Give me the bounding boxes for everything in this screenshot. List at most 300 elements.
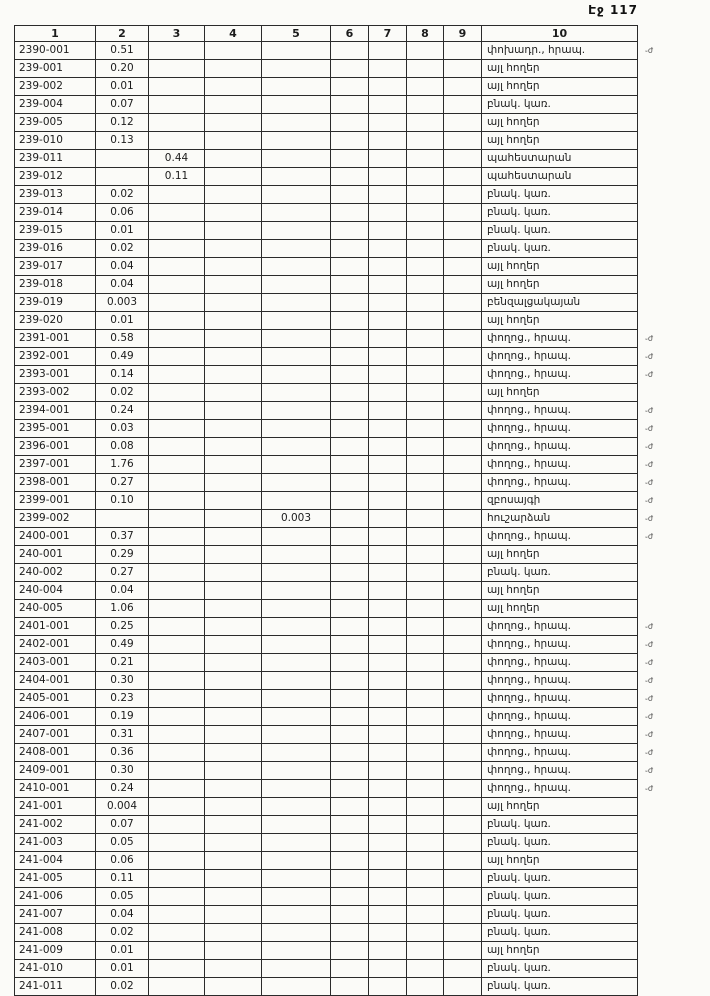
cell-col6-value	[331, 438, 369, 456]
cell-col9-value	[444, 618, 482, 636]
cell-col9-value	[444, 114, 482, 132]
cell-land-use: փողոց., հրապ.	[482, 330, 638, 348]
table-row	[15, 600, 666, 618]
cell-parcel-code: 2409-001	[15, 762, 96, 780]
cell-col5-value	[262, 924, 331, 942]
table-row	[15, 384, 666, 402]
table-row	[15, 654, 666, 672]
margin-mark	[638, 96, 666, 114]
cell-col5-value	[262, 978, 331, 996]
cell-col5-value	[262, 150, 331, 168]
cell-parcel-code: 240-002	[15, 564, 96, 582]
cell-col9-value	[444, 456, 482, 474]
cell-col5-value	[262, 240, 331, 258]
cell-col2-value: 0.02	[96, 384, 149, 402]
cell-col5-value	[262, 582, 331, 600]
cell-parcel-code: 241-007	[15, 906, 96, 924]
cell-col5-value	[262, 834, 331, 852]
cell-parcel-code: 2394-001	[15, 402, 96, 420]
cell-col8-value	[407, 366, 444, 384]
cell-col9-value	[444, 708, 482, 726]
cell-col5-value	[262, 294, 331, 312]
cell-col2-value: 0.01	[96, 78, 149, 96]
cell-col2-value: 0.08	[96, 438, 149, 456]
cell-parcel-code: 2408-001	[15, 744, 96, 762]
margin-mark	[638, 582, 666, 600]
header-row	[15, 26, 666, 42]
cell-col9-value	[444, 978, 482, 996]
table-row	[15, 852, 666, 870]
cell-col3-value	[149, 528, 205, 546]
cell-col7-value	[369, 78, 407, 96]
cell-col5-value	[262, 438, 331, 456]
cell-parcel-code: 2393-002	[15, 384, 96, 402]
cell-col6-value	[331, 294, 369, 312]
column-header-9: 9	[444, 26, 482, 42]
cell-parcel-code: 2406-001	[15, 708, 96, 726]
cell-col7-value	[369, 852, 407, 870]
cell-col5-value	[262, 870, 331, 888]
table-row	[15, 456, 666, 474]
cell-col2-value: 0.07	[96, 96, 149, 114]
margin-mark	[638, 942, 666, 960]
cell-parcel-code: 239-019	[15, 294, 96, 312]
cell-col4-value	[205, 780, 262, 798]
cell-col8-value	[407, 636, 444, 654]
cell-col6-value	[331, 456, 369, 474]
cell-land-use: փողոց., հրապ.	[482, 780, 638, 798]
cell-col2-value: 0.10	[96, 492, 149, 510]
cell-col3-value	[149, 852, 205, 870]
cell-col3-value	[149, 366, 205, 384]
cell-col9-value	[444, 240, 482, 258]
cell-col8-value	[407, 168, 444, 186]
cell-parcel-code: 239-010	[15, 132, 96, 150]
cell-col2-value: 0.36	[96, 744, 149, 762]
cell-col3-value	[149, 654, 205, 672]
cell-parcel-code: 2401-001	[15, 618, 96, 636]
cell-col9-value	[444, 42, 482, 60]
cell-col5-value	[262, 60, 331, 78]
margin-spacer	[638, 26, 666, 42]
cell-land-use: այլ հողեր	[482, 276, 638, 294]
cell-parcel-code: 239-002	[15, 78, 96, 96]
cell-col5-value	[262, 276, 331, 294]
cell-col7-value	[369, 762, 407, 780]
table-row	[15, 114, 666, 132]
cell-col4-value	[205, 42, 262, 60]
column-header-8: 8	[407, 26, 444, 42]
cell-col5-value	[262, 492, 331, 510]
cell-col8-value	[407, 492, 444, 510]
margin-mark	[638, 888, 666, 906]
cell-col9-value	[444, 600, 482, 618]
cell-col9-value	[444, 924, 482, 942]
margin-mark: ֊ժ	[645, 640, 654, 649]
margin-mark	[638, 78, 666, 96]
cell-col3-value	[149, 420, 205, 438]
cell-col7-value	[369, 348, 407, 366]
cell-parcel-code: 2403-001	[15, 654, 96, 672]
cell-col5-value	[262, 690, 331, 708]
margin-mark: ֊ժ	[645, 712, 654, 721]
land-parcel-table	[14, 25, 666, 996]
cell-col7-value	[369, 60, 407, 78]
cell-col7-value	[369, 204, 407, 222]
cell-col6-value	[331, 798, 369, 816]
cell-land-use: փողոց., հրապ.	[482, 348, 638, 366]
cell-land-use: փողոց., հրապ.	[482, 726, 638, 744]
cell-parcel-code: 2404-001	[15, 672, 96, 690]
cell-col3-value	[149, 618, 205, 636]
cell-col3-value	[149, 114, 205, 132]
cell-col9-value	[444, 834, 482, 852]
margin-mark: ֊ժ	[645, 370, 654, 379]
cell-col5-value	[262, 78, 331, 96]
cell-col7-value	[369, 510, 407, 528]
cell-col9-value	[444, 474, 482, 492]
cell-col7-value	[369, 150, 407, 168]
cell-col4-value	[205, 96, 262, 114]
cell-col9-value	[444, 888, 482, 906]
cell-col9-value	[444, 258, 482, 276]
table-row	[15, 96, 666, 114]
cell-col5-value: 0.003	[262, 510, 331, 528]
cell-land-use: բնակ. կառ.	[482, 978, 638, 996]
cell-land-use: այլ հողեր	[482, 546, 638, 564]
margin-mark	[638, 168, 666, 186]
table-row	[15, 582, 666, 600]
cell-col6-value	[331, 96, 369, 114]
cell-col4-value	[205, 150, 262, 168]
table-row	[15, 42, 666, 60]
cell-parcel-code: 2396-001	[15, 438, 96, 456]
cell-col9-value	[444, 582, 482, 600]
cell-col9-value	[444, 852, 482, 870]
cell-col3-value	[149, 960, 205, 978]
cell-col8-value	[407, 186, 444, 204]
cell-col6-value	[331, 258, 369, 276]
cell-col9-value	[444, 672, 482, 690]
cell-col2-value: 0.01	[96, 222, 149, 240]
cell-col6-value	[331, 780, 369, 798]
cell-col3-value	[149, 762, 205, 780]
cell-col7-value	[369, 726, 407, 744]
cell-col5-value	[262, 258, 331, 276]
cell-land-use: փողոց., հրապ.	[482, 474, 638, 492]
cell-col2-value: 0.01	[96, 960, 149, 978]
cell-parcel-code: 241-001	[15, 798, 96, 816]
table-row	[15, 348, 666, 366]
column-header-6: 6	[331, 26, 369, 42]
table-row	[15, 528, 666, 546]
cell-col2-value: 0.02	[96, 240, 149, 258]
cell-col8-value	[407, 906, 444, 924]
cell-land-use: փողոց., հրապ.	[482, 636, 638, 654]
table-row	[15, 546, 666, 564]
margin-mark: ֊ժ	[645, 748, 654, 757]
cell-col6-value	[331, 222, 369, 240]
cell-col6-value	[331, 708, 369, 726]
cell-col8-value	[407, 42, 444, 60]
cell-col4-value	[205, 528, 262, 546]
margin-mark: ֊ժ	[645, 496, 654, 505]
cell-land-use: փողոց., հրապ.	[482, 672, 638, 690]
cell-col7-value	[369, 618, 407, 636]
cell-col6-value	[331, 78, 369, 96]
cell-col2-value: 0.24	[96, 780, 149, 798]
cell-col2-value: 0.02	[96, 186, 149, 204]
cell-col4-value	[205, 924, 262, 942]
table-row	[15, 798, 666, 816]
cell-col4-value	[205, 474, 262, 492]
margin-mark	[638, 114, 666, 132]
table-row	[15, 312, 666, 330]
cell-col8-value	[407, 924, 444, 942]
cell-col4-value	[205, 348, 262, 366]
cell-parcel-code: 241-005	[15, 870, 96, 888]
cell-col4-value	[205, 240, 262, 258]
cell-col3-value	[149, 312, 205, 330]
cell-col7-value	[369, 456, 407, 474]
cell-col5-value	[262, 186, 331, 204]
cell-col4-value	[205, 726, 262, 744]
cell-col4-value	[205, 114, 262, 132]
cell-col8-value	[407, 546, 444, 564]
cell-col8-value	[407, 690, 444, 708]
cell-col8-value	[407, 798, 444, 816]
cell-col7-value	[369, 708, 407, 726]
cell-land-use: այլ հողեր	[482, 258, 638, 276]
cell-col4-value	[205, 276, 262, 294]
cell-col6-value	[331, 528, 369, 546]
cell-land-use: փողոց., հրապ.	[482, 438, 638, 456]
cell-parcel-code: 239-015	[15, 222, 96, 240]
cell-col7-value	[369, 402, 407, 420]
cell-col5-value	[262, 600, 331, 618]
margin-mark: ֊ժ	[645, 766, 654, 775]
cell-col5-value	[262, 348, 331, 366]
cell-parcel-code: 2392-001	[15, 348, 96, 366]
cell-col5-value	[262, 546, 331, 564]
cell-col4-value	[205, 852, 262, 870]
cell-col2-value: 0.01	[96, 942, 149, 960]
cell-col7-value	[369, 582, 407, 600]
cell-land-use: այլ հողեր	[482, 114, 638, 132]
cell-parcel-code: 2390-001	[15, 42, 96, 60]
cell-col2-value: 0.03	[96, 420, 149, 438]
cell-col8-value	[407, 654, 444, 672]
cell-col2-value: 0.27	[96, 474, 149, 492]
cell-parcel-code: 239-018	[15, 276, 96, 294]
table-row	[15, 636, 666, 654]
margin-mark	[638, 564, 666, 582]
cell-col8-value	[407, 60, 444, 78]
cell-col7-value	[369, 546, 407, 564]
cell-col8-value	[407, 582, 444, 600]
cell-parcel-code: 240-001	[15, 546, 96, 564]
cell-col4-value	[205, 960, 262, 978]
cell-col8-value	[407, 510, 444, 528]
cell-col2-value: 0.21	[96, 654, 149, 672]
margin-mark: ֊ժ	[645, 514, 654, 523]
cell-col2-value: 1.06	[96, 600, 149, 618]
cell-col8-value	[407, 762, 444, 780]
cell-land-use: բնակ. կառ.	[482, 960, 638, 978]
cell-col9-value	[444, 276, 482, 294]
cell-col2-value: 0.06	[96, 204, 149, 222]
cell-col4-value	[205, 690, 262, 708]
cell-col8-value	[407, 276, 444, 294]
cell-col3-value	[149, 726, 205, 744]
cell-land-use: բենզալցակայան	[482, 294, 638, 312]
table-row	[15, 942, 666, 960]
table-row	[15, 276, 666, 294]
cell-parcel-code: 241-008	[15, 924, 96, 942]
cell-col5-value	[262, 816, 331, 834]
cell-col7-value	[369, 888, 407, 906]
cell-col3-value	[149, 942, 205, 960]
cell-col9-value	[444, 366, 482, 384]
cell-col7-value	[369, 870, 407, 888]
cell-col6-value	[331, 384, 369, 402]
cell-land-use: բնակ. կառ.	[482, 222, 638, 240]
cell-col4-value	[205, 654, 262, 672]
cell-col4-value	[205, 258, 262, 276]
table-row	[15, 474, 666, 492]
cell-col8-value	[407, 834, 444, 852]
cell-land-use: փողոց., հրապ.	[482, 420, 638, 438]
cell-col3-value	[149, 582, 205, 600]
cell-col2-value: 0.14	[96, 366, 149, 384]
cell-land-use: բնակ. կառ.	[482, 240, 638, 258]
cell-col8-value	[407, 852, 444, 870]
cell-col3-value	[149, 60, 205, 78]
table-row	[15, 240, 666, 258]
cell-col2-value: 0.05	[96, 834, 149, 852]
cell-col4-value	[205, 330, 262, 348]
table-row	[15, 672, 666, 690]
cell-land-use: փողոց., հրապ.	[482, 744, 638, 762]
cell-col7-value	[369, 366, 407, 384]
cell-col3-value	[149, 438, 205, 456]
table-row	[15, 222, 666, 240]
cell-col6-value	[331, 240, 369, 258]
cell-land-use: զբոսայգի	[482, 492, 638, 510]
margin-mark	[638, 186, 666, 204]
cell-col6-value	[331, 690, 369, 708]
margin-mark	[638, 924, 666, 942]
cell-col7-value	[369, 258, 407, 276]
cell-col2-value: 0.30	[96, 672, 149, 690]
cell-col3-value	[149, 672, 205, 690]
table-row	[15, 744, 666, 762]
cell-col8-value	[407, 942, 444, 960]
cell-col2-value: 0.24	[96, 402, 149, 420]
cell-col9-value	[444, 906, 482, 924]
cell-col5-value	[262, 762, 331, 780]
cell-col6-value	[331, 312, 369, 330]
cell-parcel-code: 241-006	[15, 888, 96, 906]
cell-col2-value: 0.31	[96, 726, 149, 744]
cell-col3-value	[149, 780, 205, 798]
page-number-label: Էջ 117	[588, 3, 638, 17]
cell-col4-value	[205, 420, 262, 438]
cell-col9-value	[444, 762, 482, 780]
cell-land-use: փողոց., հրապ.	[482, 456, 638, 474]
cell-col4-value	[205, 816, 262, 834]
cell-col2-value: 0.11	[96, 870, 149, 888]
cell-col5-value	[262, 168, 331, 186]
cell-col8-value	[407, 600, 444, 618]
margin-mark	[638, 204, 666, 222]
table-row	[15, 690, 666, 708]
cell-col9-value	[444, 546, 482, 564]
table-row	[15, 708, 666, 726]
cell-col6-value	[331, 60, 369, 78]
cell-col7-value	[369, 186, 407, 204]
cell-parcel-code: 241-010	[15, 960, 96, 978]
table-row	[15, 888, 666, 906]
cell-col6-value	[331, 348, 369, 366]
cell-parcel-code: 239-001	[15, 60, 96, 78]
cell-col9-value	[444, 942, 482, 960]
cell-col4-value	[205, 582, 262, 600]
table-row	[15, 492, 666, 510]
cell-col9-value	[444, 816, 482, 834]
cell-col8-value	[407, 78, 444, 96]
cell-col3-value	[149, 402, 205, 420]
cell-col6-value	[331, 150, 369, 168]
cell-col3-value	[149, 42, 205, 60]
cell-col5-value	[262, 222, 331, 240]
cell-col3-value	[149, 456, 205, 474]
cell-land-use: պահեստարան	[482, 150, 638, 168]
cell-col7-value	[369, 492, 407, 510]
cell-col3-value	[149, 276, 205, 294]
cell-parcel-code: 239-013	[15, 186, 96, 204]
cell-col6-value	[331, 402, 369, 420]
table-row	[15, 870, 666, 888]
cell-col5-value	[262, 96, 331, 114]
cell-col3-value	[149, 816, 205, 834]
cell-col3-value	[149, 870, 205, 888]
cell-col6-value	[331, 204, 369, 222]
cell-col2-value: 0.04	[96, 258, 149, 276]
cell-col4-value	[205, 636, 262, 654]
cell-col2-value: 0.27	[96, 564, 149, 582]
cell-col5-value	[262, 960, 331, 978]
margin-mark: ֊ժ	[645, 352, 654, 361]
cell-col3-value	[149, 744, 205, 762]
cell-col9-value	[444, 654, 482, 672]
cell-col8-value	[407, 978, 444, 996]
cell-parcel-code: 2410-001	[15, 780, 96, 798]
cell-col9-value	[444, 564, 482, 582]
cell-parcel-code: 2402-001	[15, 636, 96, 654]
cell-col5-value	[262, 618, 331, 636]
cell-col6-value	[331, 924, 369, 942]
margin-mark	[638, 150, 666, 168]
cell-col2-value: 0.04	[96, 276, 149, 294]
cell-col6-value	[331, 366, 369, 384]
cell-col8-value	[407, 258, 444, 276]
margin-mark: ֊ժ	[645, 424, 654, 433]
cell-col6-value	[331, 816, 369, 834]
cell-col8-value	[407, 870, 444, 888]
margin-mark	[638, 312, 666, 330]
cell-col3-value	[149, 708, 205, 726]
